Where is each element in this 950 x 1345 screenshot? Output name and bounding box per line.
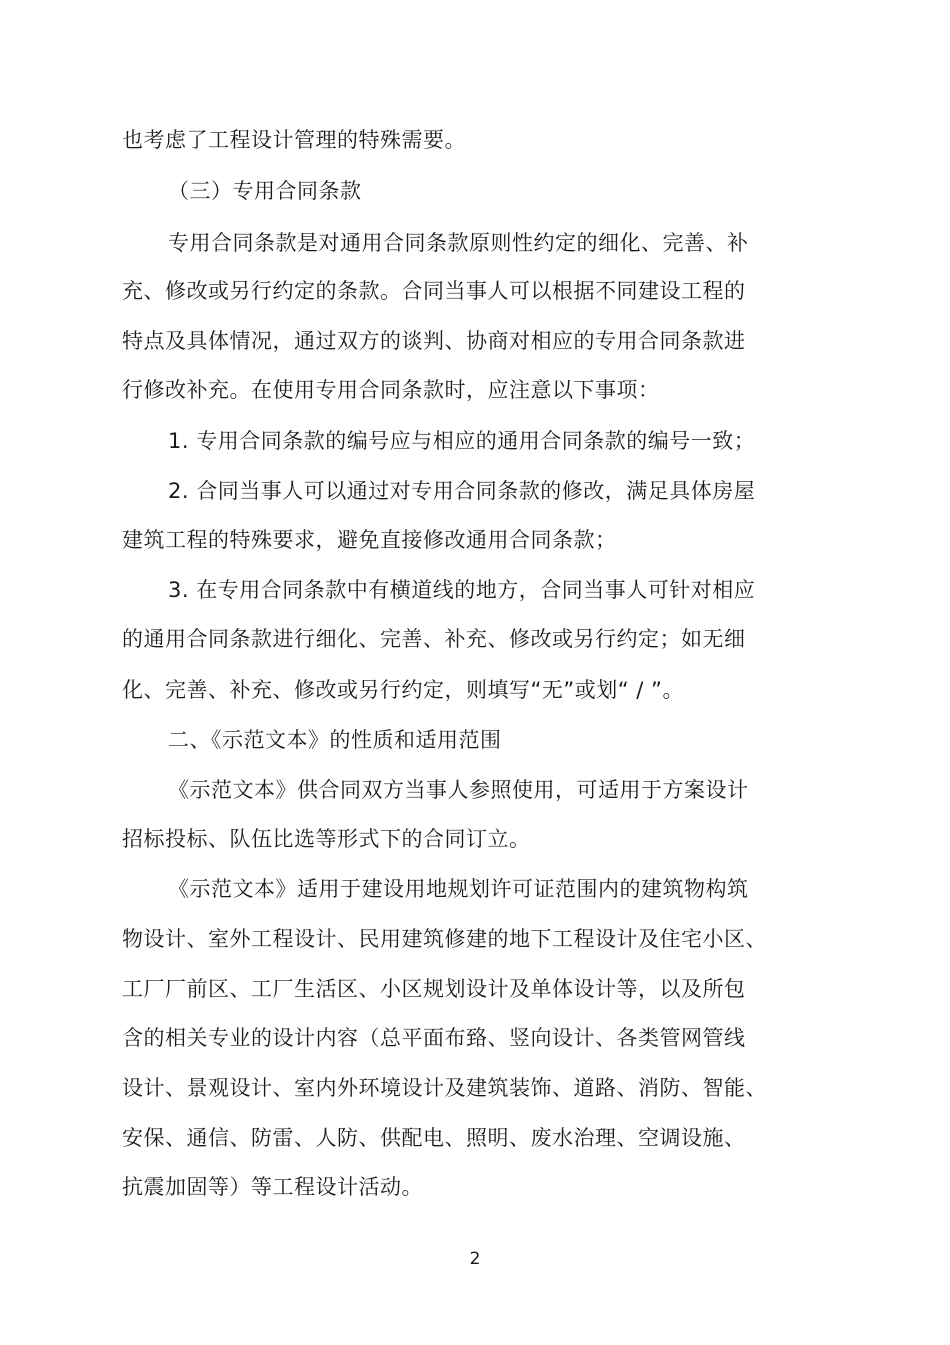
list-item: 3. 在专用合同条款中有横道线的地方，合同当事人可针对相应 (168, 578, 756, 602)
body-text-line: 含的相关专业的设计内容（总平面布臵、竖向设计、各类管网管线 (122, 1026, 746, 1050)
body-text-line: 《示范文本》供合同双方当事人参照使用，可适用于方案设计 (168, 778, 749, 802)
page-number: 2 (469, 1249, 481, 1269)
body-text-line: 工厂厂前区、工厂生活区、小区规划设计及单体设计等，以及所包 (122, 977, 746, 1001)
body-text-line: 专用合同条款是对通用合同条款原则性约定的细化、完善、补 (168, 231, 749, 255)
body-text-line: 抗震加固等）等工程设计活动。 (122, 1175, 423, 1199)
section-heading: 二、《示范文本》的性质和适用范围 (168, 728, 502, 752)
list-item: 1. 专用合同条款的编号应与相应的通用合同条款的编号一致； (168, 429, 756, 453)
body-text-line: 的通用合同条款进行细化、完善、补充、修改或另行约定；如无细 (122, 627, 746, 651)
list-item: 2. 合同当事人可以通过对专用合同条款的修改，满足具体房屋 (168, 479, 756, 503)
body-text-line: 《示范文本》适用于建设用地规划许可证范围内的建筑物构筑 (168, 877, 749, 901)
body-text-line: 物设计、室外工程设计、民用建筑修建的地下工程设计及住宅小区、 (122, 927, 767, 951)
body-text-line: 行修改补充。在使用专用合同条款时，应注意以下事项： (122, 378, 660, 402)
body-text-line: 化、完善、补充、修改或另行约定，则填写“无”或划“ / ”。 (122, 678, 684, 702)
body-text-line: 也考虑了工程设计管理的特殊需要。 (122, 128, 466, 152)
body-text-line: 建筑工程的特殊要求，避免直接修改通用合同条款； (122, 528, 617, 552)
body-text-line: 特点及具体情况，通过双方的谈判、协商对相应的专用合同条款进 (122, 329, 746, 353)
body-text-line: 充、修改或另行约定的条款。合同当事人可以根据不同建设工程的 (122, 279, 746, 303)
section-heading: （三）专用合同条款 (168, 179, 362, 203)
body-text-line: 设计、景观设计、室内外环境设计及建筑装饰、道路、消防、智能、 (122, 1076, 767, 1100)
body-text-line: 招标投标、队伍比选等形式下的合同订立。 (122, 827, 531, 851)
body-text-line: 安保、通信、防雷、人防、供配电、照明、废水治理、空调设施、 (122, 1126, 746, 1150)
